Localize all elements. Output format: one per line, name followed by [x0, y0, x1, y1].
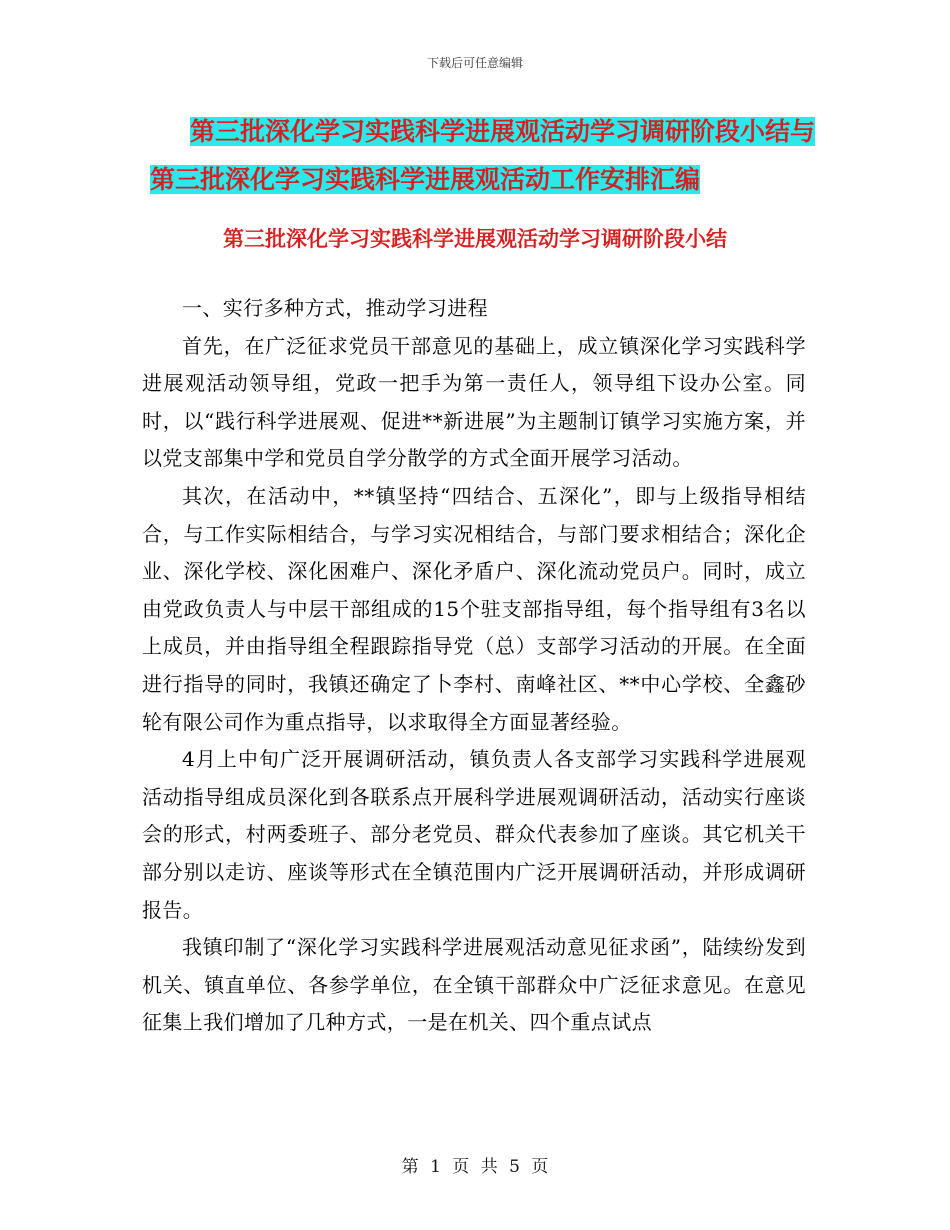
paragraph: 首先，在广泛征求党员干部意见的基础上，成立镇深化学习实践科学进展观活动领导组，党政一把手为第一责任人，领导组下设办公室。同时，以“践行科学进展观、促进**新进展”为主题制订镇学习实施方案，并以党支部集中学和党员自学分散学的方式全面开展学习活动。 — [142, 333, 806, 471]
section-title: 第三批深化学习实践科学进展观活动学习调研阶段小结 — [223, 227, 727, 251]
paragraph: 我镇印制了“深化学习实践科学进展观活动意见征求函”，陆续纷发到机关、镇直单位、各参学单位，在全镇干部群众中广泛征求意见。在意见征集上我们增加了几种方式，一是在机关、四个重点试点 — [142, 935, 806, 1035]
paragraph-heading: 一、实行多种方式，推动学习进程 — [182, 296, 488, 320]
body-text — [142, 290, 806, 1042]
paragraph: 4月上中旬广泛开展调研活动，镇负责人各支部学习实践科学进展观活动指导组成员深化到各联系点开展科学进展观调研活动，活动实行座谈会的形式，村两委班子、部分老党员、群众代表参加了座谈。其它机关干部分别以走访、座谈等形式在全镇范围内广泛开展调研活动，并形成调研报告。 — [142, 747, 806, 922]
page-footer: 第 1 页 共 5 页 — [401, 1157, 549, 1177]
document-title — [150, 108, 820, 204]
document-title-line-1: 第三批深化学习实践科学进展观活动学习调研阶段小 — [190, 117, 766, 146]
header-note: 下载后可任意编辑 — [426, 56, 523, 70]
document-title-line-2: 结与第三批深化学习实践科学进展观活动工作安排汇编 — [150, 117, 816, 194]
paragraph: 其次，在活动中，**镇坚持“四结合、五深化”，即与上级指导相结合，与工作实际相结合，与学习实况相结合，与部门要求相结合；深化企业、深化学校、深化困难户、深化矛盾户、深化流动党员户。同时，成立由党政负责人与中层干部组成的15个驻支部指导组，每个指导组有3名以上成员，并由指导组全程跟踪指导党（总）支部学习活动的开展。在全面进行指导的同时，我镇还确定了卜李村、南峰社区、**中心学校、全鑫砂轮有限公司作为重点指导，以求取得全方面显著经验。 — [142, 483, 806, 734]
